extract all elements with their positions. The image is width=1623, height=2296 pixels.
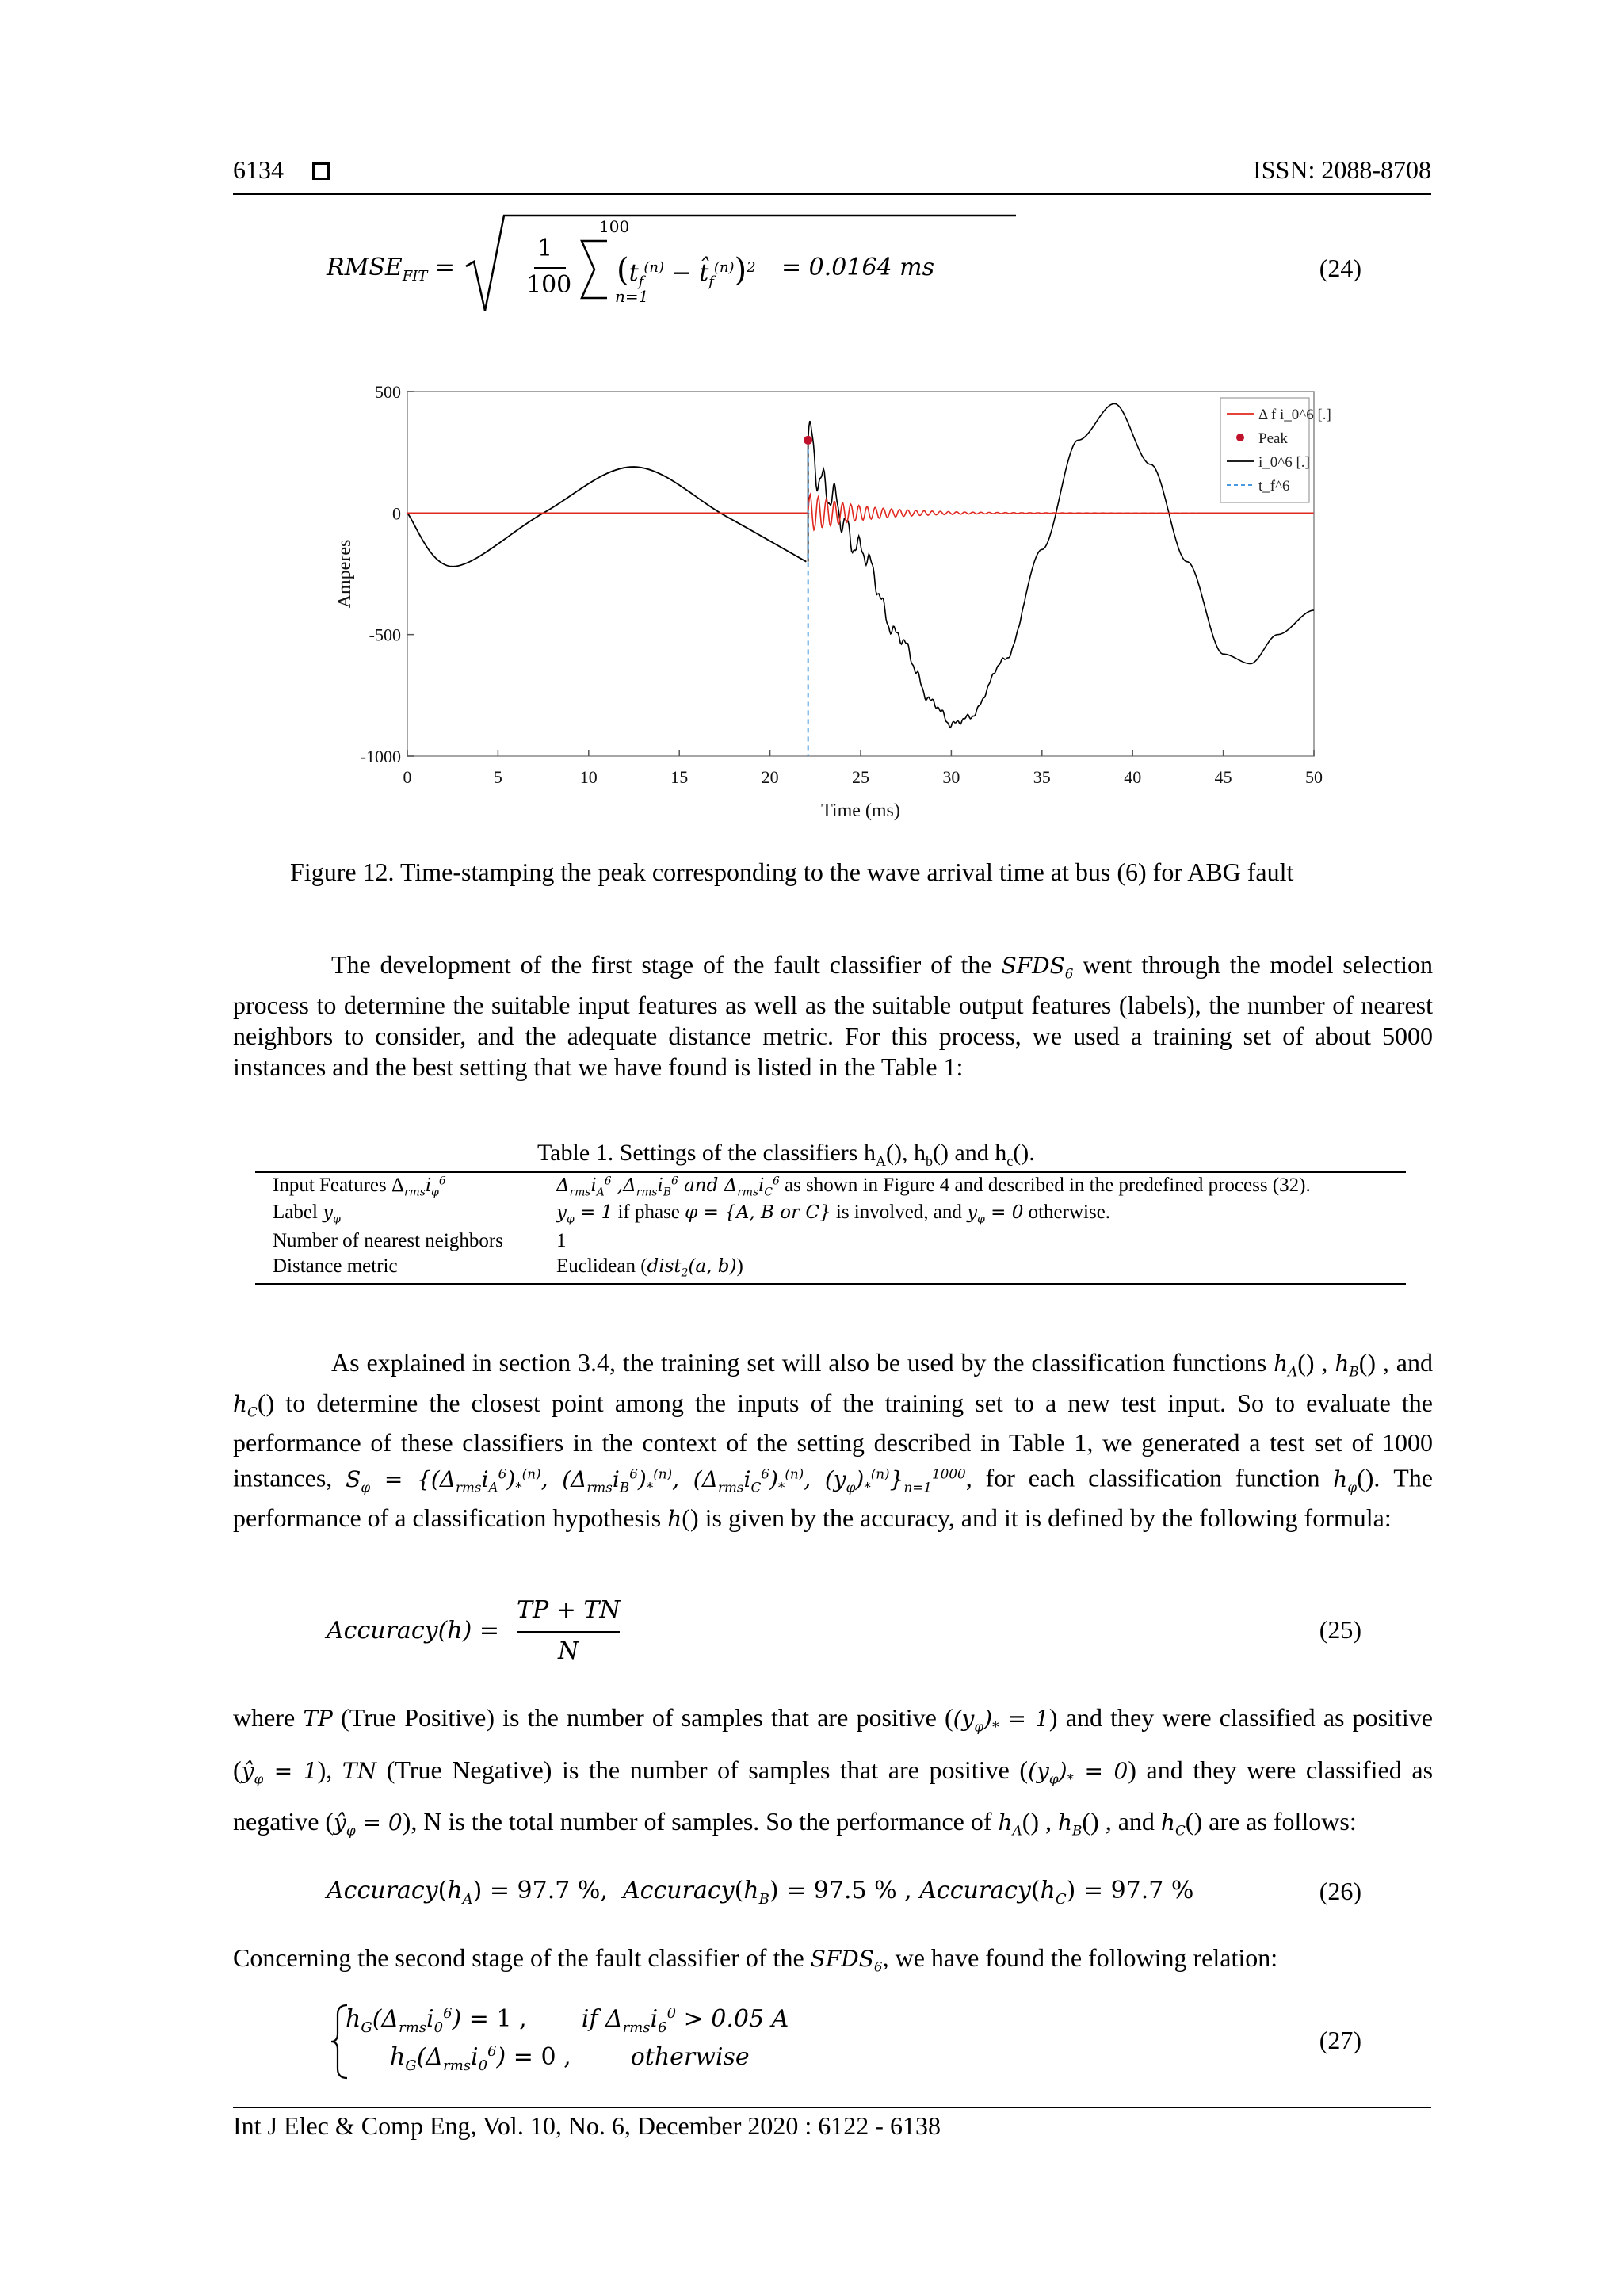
x-tick-label: 0: [403, 767, 412, 787]
eq24-result: = 0.0164 ms: [781, 254, 935, 281]
eq26: $Accuracy(h_A) = 97.7$ %, $Accuracy(h_B) = 97.5$ % , $Accuracy(h_C) = 97.7$ %: [327, 1877, 1194, 1908]
pre-fault-waveform: [407, 467, 806, 567]
paragraph-model-selection: The development of the first stage of the fault classifier of the $SFDS_6$ went through the model selection process to determine the suitable input features as well as the suitable output features (labels), the number of nearest neighbors to consider, and the adequate distance metric. For this process, we used a training set of about 5000 instances and the best setting that we have found is listed in the Table 1:: [233, 950, 1434, 1081]
eq27-number: (27): [1319, 2026, 1361, 2054]
x-axis-label: Time (ms): [821, 800, 900, 821]
issn: ISSN: 2088-8708: [1253, 155, 1431, 184]
header-rule: [233, 193, 1431, 195]
running-header-left: [233, 155, 330, 185]
eq24-frac-den: 100: [526, 271, 572, 299]
table-row-value: 1: [556, 1230, 567, 1251]
table-row-label: Label $y_\varphi$: [273, 1201, 341, 1226]
table-row-value: $y_\varphi = 1$ if phase φ = {A, B or C} is involved, and $y_\varphi = 0$ otherwise.: [556, 1201, 1111, 1226]
paragraph-test-set: As explained in section 3.4, the training set will also be used by the classification functions $h_A()$ , $h_B()$ , and $h_C()$ to determine the closest point among the inputs of the training set to a new test input. So to evaluate the performance of these classifiers in the context of the setting described in Table 1, we generated a test set of 1000 instances, $S_\varphi = \{(\Delta_{rms}i_A^6)_*^{(n)}$, $(\Delta_{rms}i_B^6)_*^{(n)}$, $(\Delta_{rms}i_C^6)_*^{(n)}$, $(y_\varphi)_*^{(n)}\}_{n=1}^{1000}$, for each classification function $h_\varphi()$. The performance of a classification hypothesis h() is given by the accuracy, and it is defined by the following formula:: [233, 1348, 1434, 1533]
legend-swatch: [1236, 434, 1244, 441]
table-row-value: $\Delta_{rms}i_A^6$ $,\Delta_{rms}i_B^6$ and $\Delta_{rms}i_C^6$ as shown in Figure 4 and described in the predefined process (32).: [556, 1175, 1311, 1199]
x-tick-label: 25: [852, 767, 869, 787]
plot-frame: [407, 392, 1314, 756]
y-tick-label: 500: [375, 382, 401, 402]
legend-label: Δ f i_0^6 [.]: [1258, 407, 1331, 423]
eq25-fraction-bar: [517, 1631, 620, 1633]
table-row-value: Euclidean (dist$_2$(a, b)): [556, 1255, 743, 1280]
table-top-rule: [255, 1171, 1406, 1173]
table-row-label: Input Features $\Delta_{rms}i_\varphi^6$: [273, 1175, 446, 1199]
peak-marker: [804, 436, 812, 445]
x-tick-label: 20: [761, 767, 779, 787]
x-tick-label: 30: [942, 767, 960, 787]
x-tick-label: 45: [1214, 767, 1232, 787]
y-tick-label: -1000: [360, 747, 401, 766]
eq24-sum-top: 100: [599, 217, 630, 236]
chart-series: [407, 403, 1314, 756]
table-1-title: Table 1. Settings of the classifiers $h_A()$, $h_b()$ and $h_c()$.: [537, 1140, 1035, 1169]
x-tick-label: 10: [579, 767, 598, 787]
eq25-lhs: Accuracy(h) =: [327, 1617, 499, 1645]
x-tick-label: 40: [1124, 767, 1142, 787]
eq27-line2: $h_G(\Delta_{rms}i_0^6) = 0$ , otherwise: [390, 2043, 750, 2074]
paragraph-second-stage: Concerning the second stage of the fault classifier of the $SFDS_6$, we have found the following relation:: [233, 1943, 1278, 1975]
table-bottom-rule: [255, 1283, 1406, 1285]
footer-citation: Int J Elec & Comp Eng, Vol. 10, No. 6, December 2020 : 6122 - 6138: [233, 2111, 941, 2140]
x-tick-label: 15: [670, 767, 689, 787]
x-tick-label: 5: [493, 767, 502, 787]
eq24-frac-num: 1: [537, 235, 553, 262]
chart-axes: [334, 382, 1323, 821]
figure-caption: Figure 12. Time-stamping the peak corresponding to the wave arrival time at bus (6) for ABG fault: [290, 858, 1294, 886]
x-tick-label: 35: [1033, 767, 1051, 787]
eq25-num: TP + TN: [517, 1596, 621, 1624]
footer-rule: [233, 2107, 1431, 2108]
square-bullet-icon: [312, 162, 330, 180]
eq24-number: (24): [1319, 254, 1361, 282]
eq26-number: (26): [1319, 1877, 1361, 1905]
paragraph-definitions: where TP (True Positive) is the number of samples that are positive $((y_\varphi)_* = 1)$ and they were classified as positive $(ŷ_\varphi = 1)$, TN (True Negative) is the number of samples that are positive $((y_\varphi)_* = 0)$ and they were classified as negative $(ŷ_\varphi = 0)$, N is the total number of samples. So the performance of $h_A()$ , $h_B()$ , and $h_C()$ are as follows:: [233, 1703, 1434, 1839]
y-tick-label: 0: [392, 503, 401, 524]
figure-12-chart: [333, 372, 1331, 832]
eq25-number: (25): [1319, 1615, 1361, 1644]
eq27-line1: $h_G(\Delta_{rms}i_0^6) = 1$ , if $\Delta_{rms}i_6^0 > 0.05$ A: [346, 2005, 789, 2036]
eq24-body: ($t_f^{(n)}$ − $t̂_f^{(n)})^2$: [617, 252, 756, 290]
eq25-den: N: [558, 1637, 579, 1665]
chart-legend: [1220, 398, 1331, 502]
legend-label: Peak: [1258, 430, 1288, 447]
x-tick-label: 50: [1305, 767, 1323, 787]
equation-24: [327, 200, 1008, 319]
eq24-sum-bottom: n=1: [615, 287, 649, 306]
table-row-label: Distance metric: [273, 1255, 398, 1277]
y-axis-label: Amperes: [334, 539, 355, 609]
legend-label: t_f^6: [1258, 478, 1290, 495]
table-row-label: Number of nearest neighbors: [273, 1230, 503, 1251]
eq24-lhs: $RMSE_{FIT}$ =: [327, 254, 456, 285]
page-number: 6134: [233, 155, 284, 184]
legend-label: i_0^6 [.]: [1258, 454, 1310, 471]
y-tick-label: -500: [369, 625, 401, 645]
